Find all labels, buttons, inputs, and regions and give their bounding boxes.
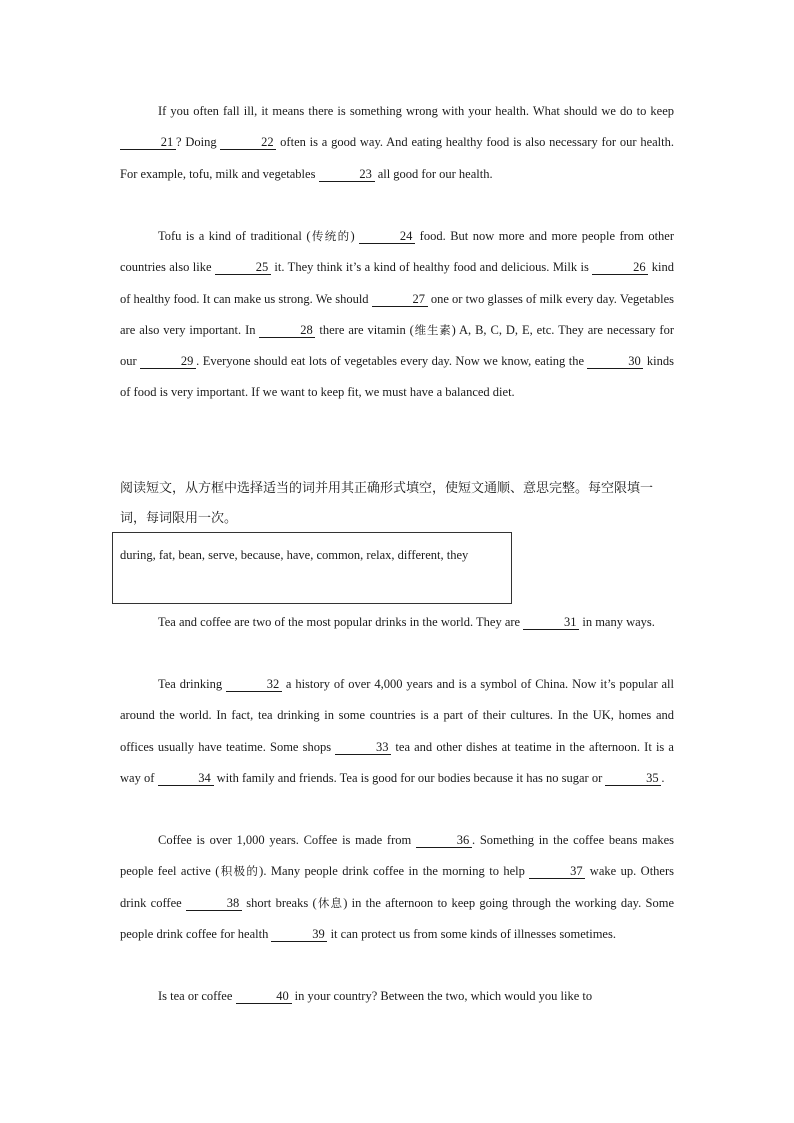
text: it can protect us from some kinds of illnesses sometimes. [327,926,616,941]
blank-25[interactable]: 25 [215,260,271,275]
passage2-paragraph1 [120,607,674,638]
blank-27[interactable]: 27 [372,292,428,307]
chinese-gloss: 休息 [316,895,344,910]
text: Tea drinking [158,677,226,691]
text: . [661,770,665,785]
text: it. They think it’s a kind of healthy food and delicious. Milk is [270,260,593,275]
blank-35[interactable]: 35 [605,771,661,786]
blank-22[interactable]: 22 [220,135,276,150]
blank-37[interactable]: 37 [529,864,585,879]
text: ) A, B, C, D, E, etc. They are necessary for our [120,322,675,369]
blank-21[interactable]: 21 [120,135,176,150]
text: short breaks ( [241,895,317,910]
blank-23[interactable]: 23 [319,167,375,182]
text: ) [350,229,360,243]
text: one or two glasses of milk every day. Vegetables are also very important. In [120,291,674,337]
text: all good for our health. [374,166,493,181]
passage2-paragraph3 [120,825,674,950]
chinese-gloss: 维生素 [413,322,452,337]
blank-36[interactable]: 36 [416,833,472,848]
text: Tofu is a kind of traditional ( [158,229,311,243]
text: a history of over 4,000 years and is a symbol of China. Now it’s popular all around the world. In fact, tea drinking in some countries is a part of their cultures. In the UK, homes and offices usually have teatime. Some shops [120,677,674,754]
passage2-paragraph2 [120,669,674,794]
text: Is tea or coffee [158,989,236,1003]
text: ? Doing [176,135,221,150]
passage1-paragraph1 [120,96,674,190]
blank-40[interactable]: 40 [236,989,292,1004]
text: with family and friends. Tea is good for our bodies because it has no sugar or [213,770,606,785]
blank-26[interactable]: 26 [592,260,648,275]
blank-34[interactable]: 34 [158,771,214,786]
text: kind of healthy food. It can make us strong. We should [120,260,674,306]
text: Tea and coffee are two of the most popular drinks in the world. They are [158,615,524,629]
text: there are vitamin ( [315,322,414,337]
text: kinds of food is very important. If we want to keep fit, we must have a balanced diet. [120,354,675,400]
text: . Everyone should eat lots of vegetables every day. Now we know, eating the [196,354,588,369]
blank-29[interactable]: 29 [140,354,196,369]
text: wake up. Others drink coffee [120,864,675,910]
text: in your country? Between the two, which would you like to [291,989,593,1003]
passage2-paragraph4 [120,981,674,1012]
text: ) in the afternoon to keep going through the working day. Some people drink coffee for health [120,895,674,941]
exercise-instructions: 阅读短文，从方框中选择适当的词并用其正确形式填空，使短文通顺、意思完整。每空限填一词，每词限用一次。 [120,481,654,526]
chinese-gloss: 传统的 [310,229,351,243]
blank-39[interactable]: 39 [271,927,327,942]
word-box: during, fat, bean, serve, because, have, common, relax, different, they [112,532,512,604]
blank-30[interactable]: 30 [587,354,643,369]
blank-31[interactable]: 31 [523,615,579,630]
text: in many ways. [579,615,655,629]
text: . Something in the coffee beans makes people feel active ( [120,833,674,879]
blank-38[interactable]: 38 [186,896,242,911]
text: If you often fall ill, it means there is something wrong with your health. What should we do to keep [158,104,674,118]
blank-28[interactable]: 28 [259,323,315,338]
passage1-paragraph2 [120,221,674,409]
text: tea and other dishes at teatime in the afternoon. It is a way of [120,739,674,785]
blank-24[interactable]: 24 [359,229,415,244]
text: ). Many people drink coffee in the morning to help [259,864,530,879]
text: often is a good way. And eating healthy food is also necessary for our health. For example, tofu, milk and vegetables [120,135,674,181]
text: food. But now more and more people from other countries also like [120,229,674,275]
text: Coffee is over 1,000 years. Coffee is made from [158,833,416,847]
chinese-gloss: 积极的 [219,864,260,879]
blank-33[interactable]: 33 [335,740,391,755]
blank-32[interactable]: 32 [226,677,282,692]
